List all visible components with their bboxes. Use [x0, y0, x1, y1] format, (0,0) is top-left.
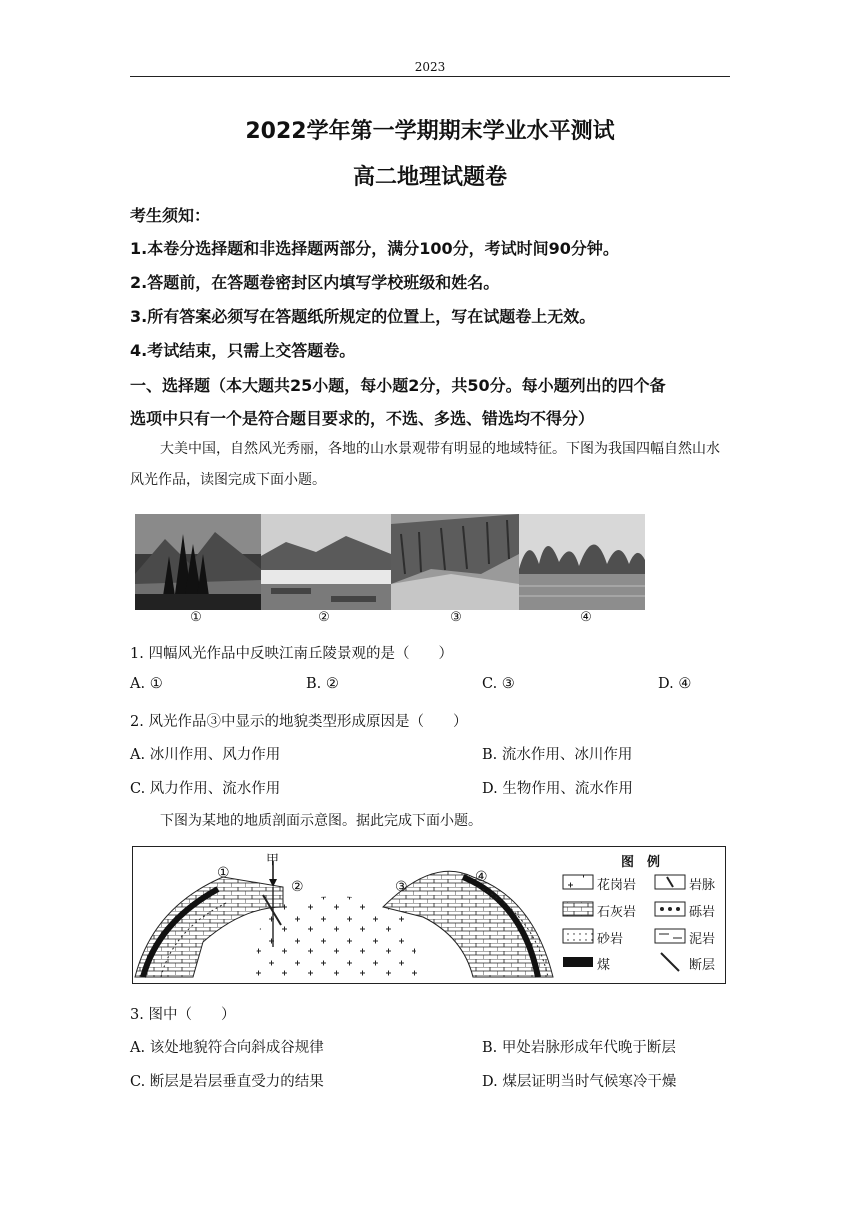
section-heading: 一、选择题（本大题共25小题，每小题2分，共50分。每小题列出的四个备: [130, 376, 666, 395]
passage-intro: 下图为某地的地质剖面示意图。据此完成下面小题。: [160, 813, 482, 829]
landscape-photos: [135, 514, 645, 610]
header-rule: [130, 76, 730, 77]
option-c[interactable]: C. 风力作用、流水作用: [130, 781, 281, 797]
question-2-stem: 2. 风光作品③中显示的地貌类型形成原因是（ ）: [130, 714, 468, 730]
option-a[interactable]: A. 冰川作用、风力作用: [130, 747, 281, 763]
photo-karst-river: [519, 514, 645, 610]
question-3-stem: 3. 图中（ ）: [130, 1007, 236, 1023]
legend-title: 图 例: [621, 855, 661, 870]
legend-item: 岩脉: [689, 878, 716, 893]
legend-item: 花岗岩: [597, 878, 637, 893]
photo-label: ②: [318, 610, 330, 625]
point-label: ①: [217, 865, 230, 881]
notice-item: 1.本卷分选择题和非选择题两部分，满分100分，考试时间90分钟。: [130, 239, 619, 258]
notice-item: 4.考试结束，只需上交答题卷。: [130, 341, 356, 360]
notice-item: 3.所有答案必须写在答题纸所规定的位置上，写在试题卷上无效。: [130, 307, 596, 326]
option-c[interactable]: C. 断层是岩层垂直受力的结果: [130, 1074, 324, 1090]
exam-title: 2022学年第一学期期末学业水平测试: [245, 119, 615, 144]
legend-item: 断层: [689, 958, 716, 973]
photo-label: ①: [190, 610, 202, 625]
section-heading-cont: 选项中只有一个是符合题目要求的，不选、多选、错选均不得分）: [130, 409, 595, 428]
photo-mountain-lake: [135, 514, 261, 610]
option-a[interactable]: A. 该处地貌符合向斜成谷规律: [130, 1040, 324, 1056]
option-d[interactable]: D. ④: [658, 676, 692, 692]
passage-intro: 大美中国，自然风光秀丽，各地的山水景观带有明显的地域特征。下图为我国四幅自然山水风光作品，读图完成下面小题。: [130, 441, 720, 488]
legend-item: 泥岩: [689, 932, 716, 947]
notice-heading: 考生须知：: [130, 206, 211, 225]
photo-earth-forest: [391, 514, 519, 610]
geologic-section-figure: [132, 846, 726, 984]
legend-item: 砾岩: [689, 905, 716, 920]
photo-lake-hills: [261, 514, 391, 610]
point-label: ④: [475, 869, 488, 885]
header-year: 2023: [414, 60, 446, 74]
option-d[interactable]: D. 生物作用、流水作用: [482, 781, 633, 797]
legend-item: 石灰岩: [597, 905, 637, 920]
legend-item: 煤: [597, 958, 611, 973]
option-b[interactable]: B. ②: [306, 676, 339, 692]
option-c[interactable]: C. ③: [482, 676, 515, 692]
photo-label: ④: [580, 610, 592, 625]
option-b[interactable]: B. 甲处岩脉形成年代晚于断层: [482, 1040, 676, 1056]
exam-subtitle: 高二地理试题卷: [352, 165, 507, 190]
option-a[interactable]: A. ①: [130, 676, 163, 692]
legend-item: 砂岩: [597, 932, 624, 947]
point-label: ③: [395, 879, 408, 895]
photo-label: ③: [450, 610, 462, 625]
marker-jia: 甲: [266, 853, 280, 868]
option-d[interactable]: D. 煤层证明当时气候寒冷干燥: [482, 1074, 677, 1090]
notice-item: 2.答题前，在答题卷密封区内填写学校班级和姓名。: [130, 273, 500, 292]
point-label: ②: [291, 879, 304, 895]
question-1-stem: 1. 四幅风光作品中反映江南丘陵景观的是（ ）: [130, 646, 453, 662]
option-b[interactable]: B. 流水作用、冰川作用: [482, 747, 633, 763]
